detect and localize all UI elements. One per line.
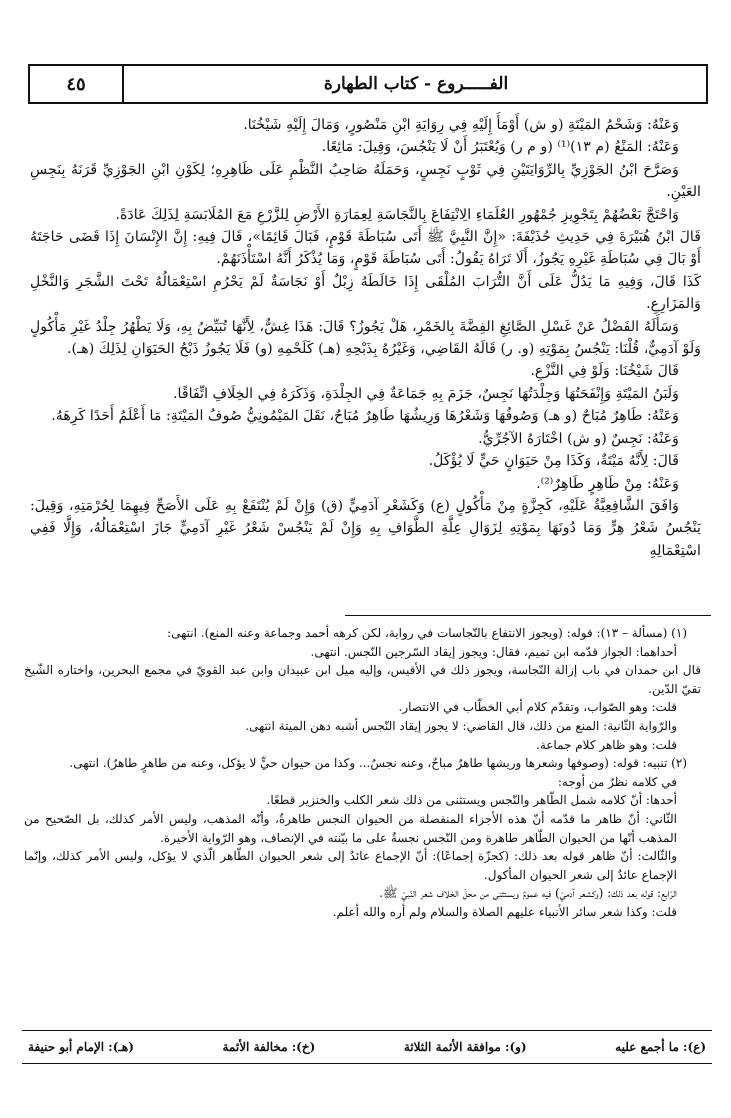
footnote-paragraph: قلت: وكذا شعر سائر الأنبياء عليهم الصلاة والسلام ولم أره والله أعلم.	[332, 904, 677, 919]
text-paragraph: وَعَنْهُ: مِنْ طَاهِرٍ طَاهِرٌ⁽²⁾.	[536, 475, 679, 492]
footnote-separator	[345, 615, 711, 616]
main-text	[30, 114, 701, 562]
text-paragraph: وَافَقَ الشَّافِعِيَّةُ عَلَيْهِ، كَجِزَّةٍ مِنْ مَأْكُولٍ (ع) وَكَشَعْرِ آدَمِيٍّ (ق) وَإِنْ لَمْ يُنْتَفَعْ بِهِ عَلَى الأَصَحِّ فِيهِمَا لِحُرْمَتِهِ، وَقِيلَ: يَنْجُسُ شَعْرُ هِرٍّ وَمَا دُونَهَا بِمَوْتِهِ لِزَوَالِ عِلَّةِ الطَّوَافِ بِهِ وَإِنْ لَمْ يَنْجُسْ شَعْرُ غَيْرِ آدَمِيٍّ جَازَ اسْتِعْمَالُهُ، وَإِلَّا فَفِي اسْتِعْمَالِهِ	[30, 497, 701, 559]
footnote-paragraph: الثّاني: أنّ ظاهر ما قدّمه أنّ هذه الأجزاء المنفصلة من الحيوان النجس طاهرةٌ، وأنّه المذهب، وليس الأمر كذلك، بل الصّحيح من المذهب أنّها من الحيوان الطّاهر طاهرة ومن النّجس نجسةٌ على ما بيّنته في الإنصاف، وهو الرّواية الأخيرة.	[24, 811, 677, 845]
page-header	[28, 64, 708, 104]
footnotes	[24, 624, 701, 922]
legend-item: (و): موافقة الأئمة الثلاثة	[403, 1040, 527, 1054]
footnote-paragraph: (٢) تنبيه: قوله: (وصوفها وشعرها وريشها طاهرٌ مباحٌ، وعنه نجسٌ... وكذا من حيوان حيٍّ لا يؤكل، وعنه من طاهرٍ طاهرٌ). انتهى.	[69, 756, 687, 771]
footnote-paragraph: قلت: وهو الصّواب، وتقدّم كلام أبي الخطّاب في الانتصار.	[398, 700, 677, 715]
footnote-paragraph: أحداهما: الجواز قدّمه ابن تميم، فقال: ويجوز إيقاد السّرجين النّجس. انتهى.	[310, 644, 677, 659]
footnote-paragraph: (١) (مسألة – ١٣): قوله: (ويجوز الانتفاع بالنّجاسات في رواية، لكن كرهه أحمد وجماعة وعنه المنع). انتهى:	[167, 626, 687, 640]
text-paragraph: قَالَ ابْنُ هُبَيْرَةَ فِي حَدِيثِ حُذَيْفَةَ: «إِنَّ النَّبِيَّ ﷺ أَتَى سُبَاطَةَ قَوْمٍ، فَبَالَ قَائِمًا»، قَالَ فِيهِ: إِنَّ الإِنْسَانَ إِذَا قَضَى حَاجَتَهُ أَوْ بَالَ فِي سُبَاطَةِ غَيْرِهِ يَجُوزُ، أَلَا تَرَاهُ يَقُولُ: أَتَى سُبَاطَةَ قَوْمٍ، وَمَا يُذْكَرُ أَنَّهُ اسْتَأْذَنَهُمْ.	[30, 229, 701, 268]
text-paragraph: قَالَ: لِأَنَّهُ مَيْتَةٌ، وَكَذَا مِنْ حَيَوَانٍ حَيٍّ لَا يُؤْكَلُ.	[428, 453, 679, 470]
footnote-paragraph: في كلامه نظرٌ من أوجه:	[557, 774, 677, 789]
footnote-paragraph: الرّابع: قوله بعد ذلك: (وكشعر آدميّ) فيه عمومٌ ويستثنى من محلّ الخلاف شعر النّبيّ ﷺ.	[379, 886, 677, 901]
footnote-paragraph: قال ابن حمدان في باب إزالة النّجاسة، ويجوز ذلك في الأقيس، وإليه ميل ابن عبيدان وابن عبد القويّ في مجمع البحرين، واختاره الشّيخ تقيّ الدّين.	[24, 663, 701, 696]
text-paragraph: وَسَأَلَهُ الفَضْلُ عَنْ غَسْلِ الصَّائِغِ الفِضَّةَ بِالخَمْرِ، هَلْ يَجُوزُ؟ قَالَ: هَذَا غِشٌّ، لِأَنَّهَا تُبَيِّضُ بِهِ، وَلَا يَطْهُرُ جِلْدُ غَيْرِ مَأْكُولٍ وَلَوْ آدَمِيٌّ، قُلْنَا: يَنْجُسُ بِمَوْتِهِ (و. ر) قَالَهُ القَاضِي، وَغَيْرُهُ بِذَبْحِهِ (هـ) كَلَحْمِهِ (و) فَلَا يَجُوزُ ذَبْحُ الحَيَوَانِ لِذَلِكَ (هـ).	[30, 318, 701, 358]
footnote-paragraph: أحدها: أنّ كلامه شمل الطّاهر والنّجس ويستثنى من ذلك شعر الكلب والخنزير قطعًا.	[266, 793, 677, 808]
footnote-paragraph: والثّالث: أنّ ظاهر قوله بعد ذلك: (كجزّة إجماعًا): أنّ الإجماع عائدٌ إلى شعر الحيوان الطّاهر الّذي لا يؤكل، وليس الأمر كذلك، وإنّما الإجماع عائدٌ إلى شعر الحيوان المأكول.	[24, 849, 677, 882]
symbols-legend	[22, 1030, 712, 1064]
text-paragraph: وَعَنْهُ: المَنْعُ (م ١٣)⁽¹⁾ (و م ر) وَيُعْتَبَرُ أَنْ لَا يَنْجُسَ، وَقِيلَ: مَائِعًا.	[321, 139, 679, 156]
header-divider	[122, 66, 124, 102]
legend-item: (ع): ما أجمع عليه	[615, 1040, 706, 1054]
text-paragraph: وَعَنْهُ: طَاهِرٌ مُبَاحٌ (و هـ) وَصُوفُهَا وَشَعْرُهَا وَرِيشُهَا طَاهِرٌ مُبَاحٌ، نَقَلَ المَيْمُونِيُّ صُوفُ المَيْتَةِ: مَا أَعْلَمُ أَحَدًا كَرِهَهُ.	[51, 408, 679, 425]
text-paragraph: قَالَ شَيْخُنَا: وَلَوْ فِي النَّزْعِ.	[530, 363, 679, 380]
text-paragraph: وَصَرَّحَ ابْنُ الجَوْزِيِّ بِالرِّوَايَتَيْنِ فِي ثَوْبٍ نَجِسٍ، وَحَمَلَهُ صَاحِبُ النَّظْمِ عَلَى ظَاهِرِهِ؛ لِكَوْنِ ابْنِ الجَوْزِيِّ قَرَنَهُ بِنَجِسِ العَيْنِ.	[30, 161, 701, 201]
text-paragraph: كَذَا قَالَ، وَفِيهِ مَا يَدُلُّ عَلَى أَنَّ التُّرَابَ المُلْقَى إِذَا خَالَطَهُ زِبْلٌ أَوْ نَجَاسَةٌ لَمْ يَحْرُمِ اسْتِعْمَالُهُ تَحْتَ الشَّجَرِ وَالنَّخْلِ وَالمَزَارِعِ.	[30, 273, 701, 313]
text-paragraph: وَعَنْهُ: نَجِسٌ (و ش) اخْتَارَهُ الآجُرِّيُّ.	[478, 430, 679, 447]
legend-item: (هـ): الإمام أبو حنيفة	[28, 1040, 134, 1054]
page-number: ٤٥	[66, 73, 86, 95]
header-title: الفـــــروع - كتاب الطهارة	[323, 74, 509, 94]
legend-item: (خ): مخالفة الأئمة	[222, 1040, 316, 1054]
text-paragraph: وَعَنْهُ: وَشَحْمُ المَيْتَةِ (و ش) أَوْمَأَ إِلَيْهِ فِي رِوَايَةِ ابْنِ مَنْصُورٍ، وَمَالَ إِلَيْهِ شَيْخُنَا.	[243, 117, 679, 133]
text-paragraph: وَاحْتَجَّ بَعْضُهُمْ بِتَجْوِيزِ جُمْهُورِ العُلَمَاءِ الِانْتِفَاعَ بِالنَّجَاسَةِ لِعِمَارَةِ الأَرْضِ لِلزَّرْعِ مَعَ المُلَابَسَةِ لِذَلِكَ عَادَةً.	[115, 206, 679, 223]
footnote-paragraph: قلت: وهو ظاهر كلام جماعة.	[536, 737, 677, 752]
footnote-paragraph: والرّواية الثّانية: المنع من ذلك، قال القاضي: لا يجوز إيقاد النّجس أشبه دهن الميتة انتهى.	[245, 718, 677, 733]
text-paragraph: وَلَبَنُ المَيْتَةِ وَإِنْفَحَتُهَا وَجِلْدَتُهَا نَجِسٌ، جَزَمَ بِهِ جَمَاعَةٌ فِي الجِلْدَةِ، وَذَكَرَهُ فِي الخِلَافِ اتِّفَاقًا.	[173, 385, 679, 402]
